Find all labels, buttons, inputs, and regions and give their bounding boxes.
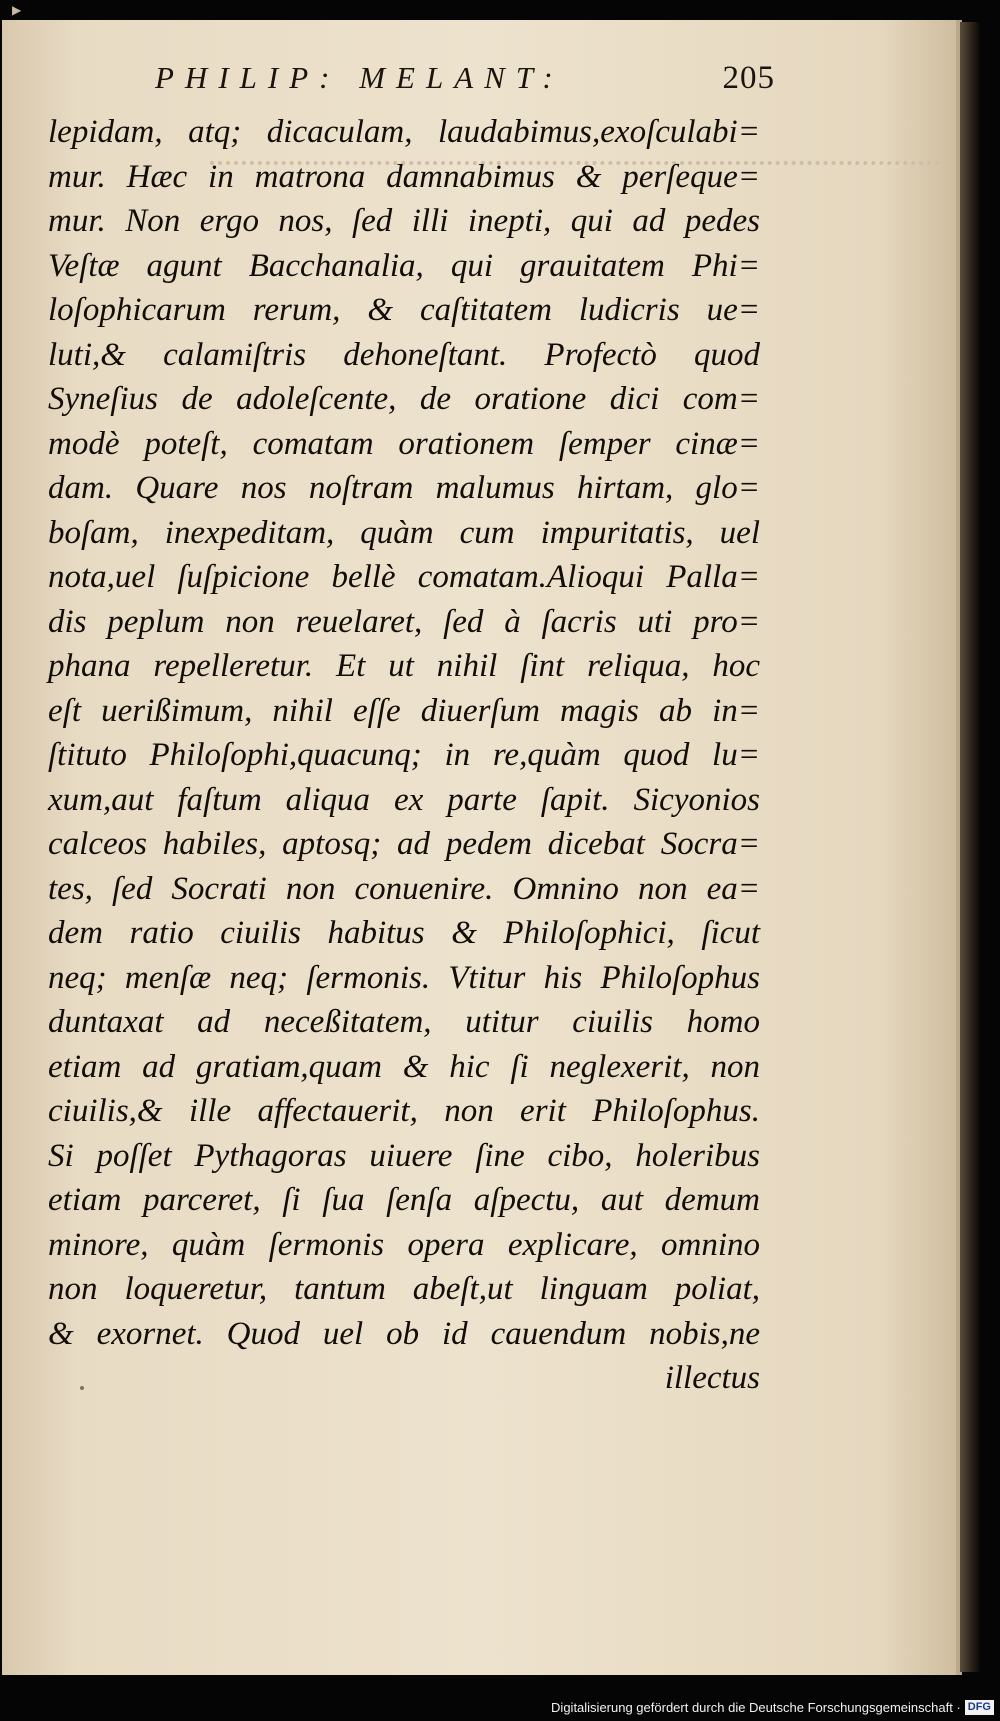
text-line: boſam, inexpeditam, quàm cum impuritatis, uel: [48, 514, 760, 551]
text-line: dam. Quare nos noſtram malumus hirtam, glo=: [48, 470, 760, 506]
ink-speck: [80, 1386, 84, 1390]
text-line: Veſtæ agunt Bacchanalia, qui grauitatem Phi=: [48, 247, 760, 284]
text-line: nota,uel ſuſpicione bellè comatam.Alioqui Palla=: [48, 559, 760, 595]
text-line: & exornet. Quod uel ob id cauendum nobis,ne: [48, 1315, 760, 1352]
text-line: minore, quàm ſermonis opera explicare, omnino: [48, 1226, 760, 1263]
text-line: neq; menſæ neq; ſermonis. Vtitur his Philoſophus: [48, 959, 760, 996]
text-line: non loqueretur, tantum abeſt,ut linguam poliat,: [48, 1271, 760, 1307]
text-line: phana repelleretur. Et ut nihil ſint reliqua, hoc: [48, 648, 760, 684]
page-number: 205: [722, 60, 775, 96]
text-line: ciuilis,& ille affectauerit, non erit Philoſophus.: [48, 1093, 760, 1129]
text-line: Si poſſet Pythagoras uiuere ſine cibo, holeribus: [48, 1137, 760, 1174]
running-head: [155, 60, 775, 104]
text-line: xum,aut faſtum aliqua ex parte ſapit. Sicyonios: [48, 781, 760, 818]
body-text: [48, 110, 760, 1401]
running-title: PHILIP: MELANT:: [155, 60, 564, 95]
text-line: tes, ſed Socrati non conuenire. Omnino non ea=: [48, 870, 760, 907]
credit-text: Digitalisierung gefördert durch die Deutsche Forschungsgemeinschaft ·: [551, 1699, 961, 1715]
text-line: modè poteſt, comatam orationem ſemper cinæ=: [48, 425, 760, 462]
text-line: Syneſius de adoleſcente, de oratione dici com=: [48, 381, 760, 417]
text-line: calceos habiles, aptosq; ad pedem dicebat Socra=: [48, 826, 760, 862]
text-line: ſtituto Philoſophi,quacunq; in re,quàm quod lu=: [48, 737, 760, 773]
text-line: dem ratio ciuilis habitus & Philoſophici, ſicut: [48, 915, 760, 951]
digitization-credit: [551, 1697, 994, 1717]
catchword: illectus: [664, 1360, 760, 1396]
text-line: eſt uerißimum, nihil eſſe diuerſum magis ab in=: [48, 692, 760, 729]
corner-marker-icon: ▶: [12, 3, 22, 17]
text-line: dis peplum non reuelaret, ſed à ſacris uti pro=: [48, 603, 760, 640]
text-line: mur. Non ergo nos, ſed illi inepti, qui ad pedes: [48, 203, 760, 239]
text-line: etiam ad gratiam,quam & hic ſi neglexerit, non: [48, 1048, 760, 1085]
text-line: loſophicarum rerum, & caſtitatem ludicris ue=: [48, 292, 760, 328]
text-line: mur. Hæc in matrona damnabimus & perſeque=: [48, 158, 760, 195]
page-edge: [960, 22, 980, 1672]
text-line: duntaxat ad neceßitatem, utitur ciuilis homo: [48, 1004, 760, 1040]
text-line: etiam parceret, ſi ſua ſenſa aſpectu, aut demum: [48, 1182, 760, 1218]
text-line: lepidam, atq; dicaculam, laudabimus,exoſculabi=: [48, 114, 760, 150]
dfg-logo-icon: DFG: [965, 1700, 994, 1715]
text-line: luti,& calamiſtris dehoneſtant. Profectò quod: [48, 336, 760, 373]
